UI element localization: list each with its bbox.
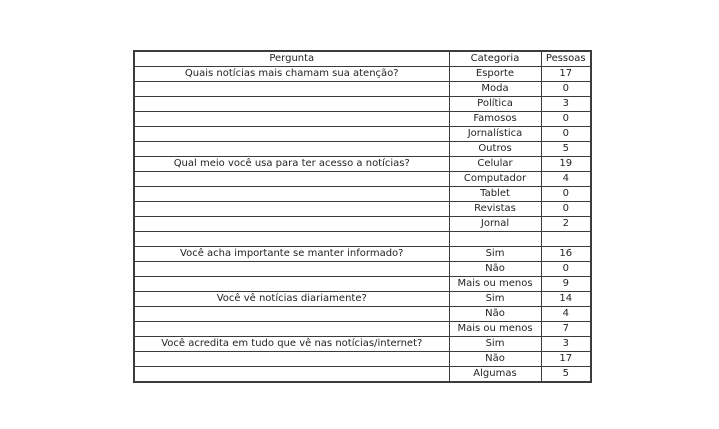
categoria-cell: Outros xyxy=(449,142,541,157)
categoria-cell: Mais ou menos xyxy=(449,277,541,292)
table-row xyxy=(134,307,591,322)
table-row xyxy=(134,112,591,127)
pessoas-cell: 0 xyxy=(541,262,591,277)
pergunta-cell xyxy=(134,262,449,277)
pergunta-cell xyxy=(134,322,449,337)
table-row xyxy=(134,232,591,247)
pessoas-cell: 14 xyxy=(541,292,591,307)
table-row xyxy=(134,337,591,352)
pergunta-cell xyxy=(134,187,449,202)
categoria-cell: Tablet xyxy=(449,187,541,202)
pergunta-cell xyxy=(134,307,449,322)
pessoas-cell: 5 xyxy=(541,367,591,383)
categoria-cell: Não xyxy=(449,262,541,277)
categoria-cell: Sim xyxy=(449,247,541,262)
table-row xyxy=(134,67,591,82)
table-row xyxy=(134,127,591,142)
pergunta-cell xyxy=(134,127,449,142)
pessoas-cell: 16 xyxy=(541,247,591,262)
survey-results-table xyxy=(133,50,592,383)
table-row xyxy=(134,247,591,262)
pergunta-cell: Você acha importante se manter informado? xyxy=(134,247,449,262)
table-row xyxy=(134,367,591,383)
pergunta-cell: Qual meio você usa para ter acesso a notícias? xyxy=(134,157,449,172)
categoria-cell: Revistas xyxy=(449,202,541,217)
table-header-row xyxy=(134,51,591,67)
categoria-cell: Jornal xyxy=(449,217,541,232)
pessoas-cell: 3 xyxy=(541,337,591,352)
categoria-cell: Jornalística xyxy=(449,127,541,142)
table-row xyxy=(134,97,591,112)
categoria-cell: Algumas xyxy=(449,367,541,383)
pergunta-cell xyxy=(134,82,449,97)
pessoas-cell: 0 xyxy=(541,127,591,142)
categoria-cell xyxy=(449,232,541,247)
pessoas-cell: 0 xyxy=(541,112,591,127)
table-row xyxy=(134,322,591,337)
pessoas-cell: 0 xyxy=(541,82,591,97)
pergunta-cell xyxy=(134,112,449,127)
pergunta-cell: Você acredita em tudo que vê nas notícias/internet? xyxy=(134,337,449,352)
pergunta-cell xyxy=(134,217,449,232)
pessoas-cell: 5 xyxy=(541,142,591,157)
pessoas-cell xyxy=(541,232,591,247)
categoria-cell: Esporte xyxy=(449,67,541,82)
pergunta-cell xyxy=(134,202,449,217)
categoria-cell: Computador xyxy=(449,172,541,187)
column-header-pergunta: Pergunta xyxy=(134,51,449,67)
pergunta-cell xyxy=(134,277,449,292)
pessoas-cell: 7 xyxy=(541,322,591,337)
pergunta-cell xyxy=(134,367,449,383)
pessoas-cell: 17 xyxy=(541,352,591,367)
column-header-pessoas: Pessoas xyxy=(541,51,591,67)
table-row xyxy=(134,277,591,292)
pessoas-cell: 19 xyxy=(541,157,591,172)
table-header xyxy=(134,51,591,67)
pessoas-cell: 3 xyxy=(541,97,591,112)
categoria-cell: Mais ou menos xyxy=(449,322,541,337)
categoria-cell: Celular xyxy=(449,157,541,172)
pessoas-cell: 0 xyxy=(541,187,591,202)
table-row xyxy=(134,172,591,187)
pergunta-cell xyxy=(134,172,449,187)
table-body xyxy=(134,67,591,383)
table-row xyxy=(134,262,591,277)
categoria-cell: Política xyxy=(449,97,541,112)
table-row xyxy=(134,157,591,172)
pergunta-cell: Você vê notícias diariamente? xyxy=(134,292,449,307)
pergunta-cell: Quais notícias mais chamam sua atenção? xyxy=(134,67,449,82)
pergunta-cell xyxy=(134,97,449,112)
pessoas-cell: 4 xyxy=(541,172,591,187)
table-row xyxy=(134,187,591,202)
pessoas-cell: 0 xyxy=(541,202,591,217)
categoria-cell: Não xyxy=(449,307,541,322)
categoria-cell: Moda xyxy=(449,82,541,97)
categoria-cell: Não xyxy=(449,352,541,367)
pessoas-cell: 9 xyxy=(541,277,591,292)
categoria-cell: Famosos xyxy=(449,112,541,127)
pessoas-cell: 17 xyxy=(541,67,591,82)
pessoas-cell: 2 xyxy=(541,217,591,232)
pergunta-cell xyxy=(134,142,449,157)
table-row xyxy=(134,202,591,217)
table-row xyxy=(134,217,591,232)
table-row xyxy=(134,292,591,307)
table-row xyxy=(134,352,591,367)
pergunta-cell xyxy=(134,352,449,367)
column-header-categoria: Categoria xyxy=(449,51,541,67)
categoria-cell: Sim xyxy=(449,337,541,352)
table-row xyxy=(134,82,591,97)
pessoas-cell: 4 xyxy=(541,307,591,322)
pergunta-cell xyxy=(134,232,449,247)
table-row xyxy=(134,142,591,157)
categoria-cell: Sim xyxy=(449,292,541,307)
